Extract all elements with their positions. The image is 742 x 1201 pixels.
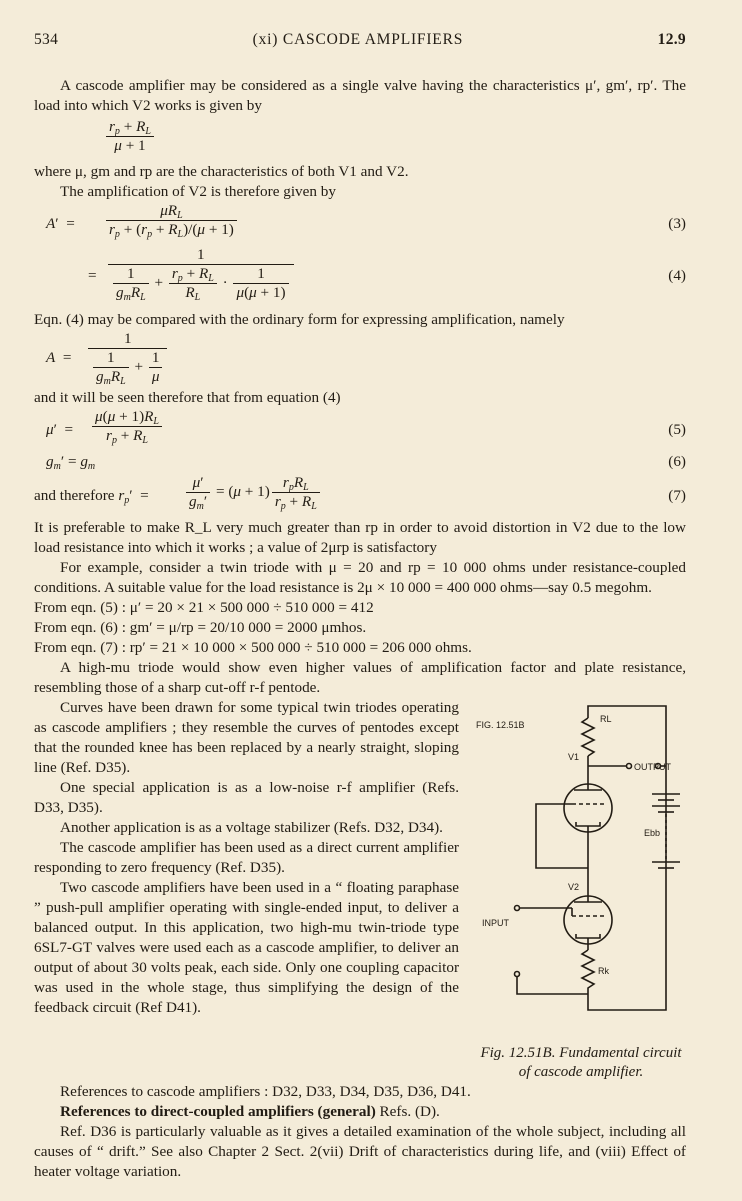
equation-ordinary: A = 1 $\frac{1}{g_mR_L}$ + $\frac{1}{\mu}$ xyxy=(34,330,686,388)
and-therefore-label: and therefore xyxy=(34,487,115,504)
paragraph-amplification: The amplification of V2 is therefore given by xyxy=(60,183,336,200)
paragraph-compare: Eqn. (4) may be compared with the ordinary form for expressing amplification, namely xyxy=(34,311,565,328)
label-rk: Rk xyxy=(598,966,609,976)
paragraph-example: For example, consider a twin triode with μ = 20 and rp = 10 000 ohms under resistance-coupled conditions. A suitable value for the load resistance is 2μ × 10 000 = 400 000 ohms—say 0.5 megohm. xyxy=(34,559,686,596)
calc-line-5: From eqn. (5) : μ′ = 20 × 21 × 500 000 ÷ 510 000 = 412 xyxy=(34,599,374,616)
refs-direct-bold: References to direct-coupled amplifiers (general) xyxy=(60,1103,376,1120)
paragraph-low-noise: One special application is as a low-noise r-f amplifier (Refs. D33, D35). xyxy=(34,779,459,816)
page-number: 534 xyxy=(34,31,59,48)
eqnum-5: (5) xyxy=(668,421,686,438)
equation-6: $g_m' = g_m$ (6) xyxy=(46,453,686,472)
equation-7: and therefore $r_p'$ = $\frac{\mu'}{g_m'}$ = (μ + 1) $\frac{r_pR_L}{r_p + R_L}$ (7) xyxy=(34,474,686,512)
chapter-title: (xi) CASCODE AMPLIFIERS xyxy=(252,31,464,48)
label-rl: RL xyxy=(600,714,612,724)
label-v2: V2 xyxy=(568,882,580,892)
equation-3: A′ = $\frac{\mu R_L}{r_p + (r_p + R_L)/(\mu + 1)}$ (3) xyxy=(46,202,686,240)
equation-5: μ′ = $\frac{\mu(\mu + 1)R_L}{r_p + R_L}$ (5) xyxy=(46,408,686,446)
paragraph-paraphase: Two cascode amplifiers have been used in a “ floating paraphase ” push-pull amplifier operating with single-ended input, to deliver a balanced output. In this application, two high-mu twin-triode type 6SL7-GT valves were used each as a cascode amplifier, to deliver an output of about 30 volts peak, each side. Only one coupling capacitor was used in the whole stage, thus simplifying the design of the feedback circuit (Ref D41). xyxy=(34,879,459,1016)
page xyxy=(34,30,686,1182)
figure-caption xyxy=(476,1044,686,1082)
refs-direct-rest: Refs. (D). xyxy=(375,1103,440,1120)
eqnum-4: (4) xyxy=(668,267,686,284)
equation-load: $\frac{r_p + R_L}{\mu + 1}$ xyxy=(34,118,686,160)
eqnum-3: (3) xyxy=(668,215,686,232)
label-v1: V1 xyxy=(568,752,580,762)
two-column-section xyxy=(34,698,686,1082)
fig-label: FIG. 12.51B xyxy=(476,720,525,730)
label-output: OUTPUT xyxy=(634,762,671,772)
caption-text: Fundamental circuit of cascode amplifier. xyxy=(518,1045,682,1080)
caption-fig-number: Fig. 12.51B. xyxy=(480,1045,556,1061)
paragraph-dc-amp: The cascode amplifier has been used as a direct current amplifier responding to zero frequency (Ref. D35). xyxy=(34,839,459,876)
cascode-circuit-diagram xyxy=(476,698,686,1028)
figure-12-51b xyxy=(476,698,686,1082)
section-number: 12.9 xyxy=(657,31,686,48)
paragraph-high-mu: A high-mu triode would show even higher values of amplification factor and plate resistance, resembling those of a sharp cut-off r-f pentode. xyxy=(34,659,686,696)
left-column xyxy=(34,698,459,1082)
paragraph-where: where μ, gm and rp are the characteristics of both V1 and V2. xyxy=(34,163,409,180)
paragraph-refs-cascode: References to cascode amplifiers : D32, D33, D34, D35, D36, D41. xyxy=(60,1083,471,1100)
paragraph-refs-direct xyxy=(34,1102,686,1122)
label-input: INPUT xyxy=(482,918,509,928)
calc-line-7: From eqn. (7) : rp′ = 21 × 10 000 × 500 000 ÷ 510 000 = 206 000 ohms. xyxy=(34,639,472,656)
label-ebb: Ebb xyxy=(644,828,661,838)
paragraph-from-eq4: and it will be seen therefore that from equation (4) xyxy=(34,389,341,406)
calc-line-6: From eqn. (6) : gm′ = μ/rp = 20/10 000 = 2000 μmhos. xyxy=(34,619,367,636)
paragraph-preferable: It is preferable to make R_L very much greater than rp in order to avoid distortion in V2 due to the low load resistance into which it works ; a value of 2μrp is satisfactory xyxy=(34,519,686,556)
equation-4: = 1 $\frac{1}{g_mR_L}$ + $\frac{r_p + R_L}{R_L}$ · $\frac{1}{\mu(\mu + 1)}$ (4) xyxy=(88,246,686,303)
running-header xyxy=(34,30,686,50)
eqnum-7: (7) xyxy=(668,487,686,504)
paragraph-ref-d36: Ref. D36 is particularly valuable as it gives a detailed examination of the whole subject, including all causes of “ drift.” See also Chapter 2 Sect. 2(vii) Drift of characteristics during life, and (viii) Effect of heater voltage variation. xyxy=(34,1123,686,1180)
eqnum-6: (6) xyxy=(668,453,686,470)
paragraph-stabilizer: Another application is as a voltage stabilizer (Refs. D32, D34). xyxy=(60,819,443,836)
paragraph-intro: A cascode amplifier may be considered as a single valve having the characteristics μ′, gm′, rp′. The load into which V2 works is given by xyxy=(34,77,686,114)
paragraph-curves: Curves have been drawn for some typical twin triodes operating as cascode amplifiers ; they resemble the curves of pentodes except that the rounded knee has been replaced by a nearly straight, sloping line (Ref. D35). xyxy=(34,699,459,776)
